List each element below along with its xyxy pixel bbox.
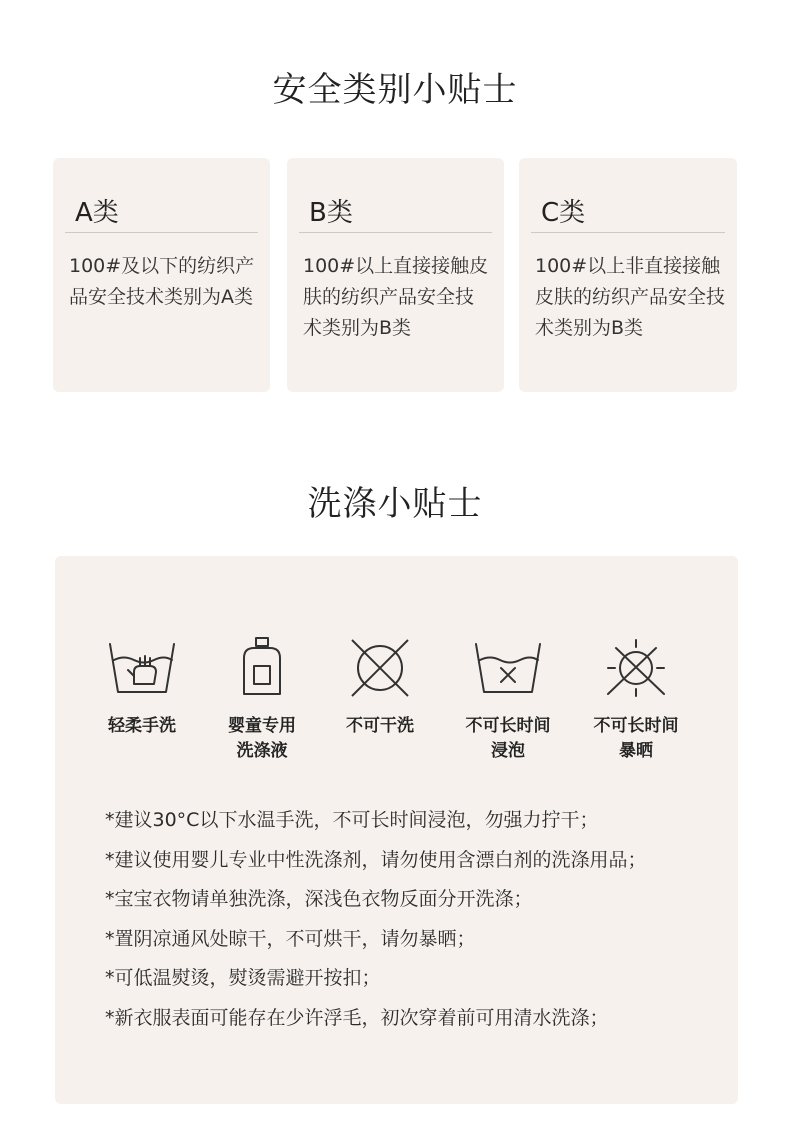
note-line: *新衣服表面可能存在少许浮毛，初次穿着前可用清水洗涤； — [105, 1006, 609, 1029]
care-item-no-dry-clean — [320, 636, 440, 739]
card-heading: A类 — [65, 192, 258, 233]
note-line: *宝宝衣物请单独洗涤，深浅色衣物反面分开洗涤； — [105, 888, 533, 910]
card-description: 100#以上非直接接触皮肤的纺织产品安全技术类别为B类 — [535, 255, 726, 339]
care-item-hand-wash — [82, 636, 202, 739]
hand-wash-icon — [104, 636, 180, 700]
card-description: 100#以上直接接触皮肤的纺织产品安全技术类别为B类 — [303, 255, 489, 339]
detergent-bottle-icon — [224, 636, 300, 700]
care-label: 不可干洗 — [346, 716, 414, 736]
washing-notes — [105, 801, 725, 1038]
care-icons-row — [55, 636, 738, 776]
washing-panel — [55, 556, 738, 1104]
category-card-a — [53, 158, 270, 392]
no-sun-icon — [598, 636, 674, 700]
care-label: 婴童专用 洗涤液 — [228, 716, 296, 761]
care-label: 轻柔手洗 — [108, 716, 176, 736]
note-line: *建议使用婴儿专业中性洗涤剂，请勿使用含漂白剂的洗涤用品； — [105, 848, 647, 871]
care-label: 不可长时间 暴晒 — [593, 716, 679, 761]
card-heading: C类 — [531, 192, 725, 233]
note-line: *置阴凉通风处晾干，不可烘干，请勿暴晒； — [105, 927, 476, 950]
no-soak-icon — [470, 636, 546, 700]
washing-section-title: 洗涤小贴士 — [307, 484, 483, 524]
card-heading: B类 — [299, 192, 492, 233]
no-dry-clean-icon — [342, 636, 418, 700]
note-line: *建议30°C以下水温手洗，不可长时间浸泡，勿强力拧干； — [105, 809, 599, 831]
care-label: 不可长时间 浸泡 — [465, 716, 551, 761]
care-item-detergent — [202, 636, 322, 764]
note-line: *可低温熨烫，熨烫需避开按扣； — [105, 967, 381, 989]
category-card-b — [287, 158, 504, 392]
card-description: 100#及以下的纺织产品安全技术类别为A类 — [69, 255, 255, 308]
care-item-no-sun — [576, 636, 696, 764]
care-item-no-soak — [448, 636, 568, 764]
category-card-c — [519, 158, 737, 392]
safety-section-title: 安全类别小贴士 — [272, 70, 518, 110]
